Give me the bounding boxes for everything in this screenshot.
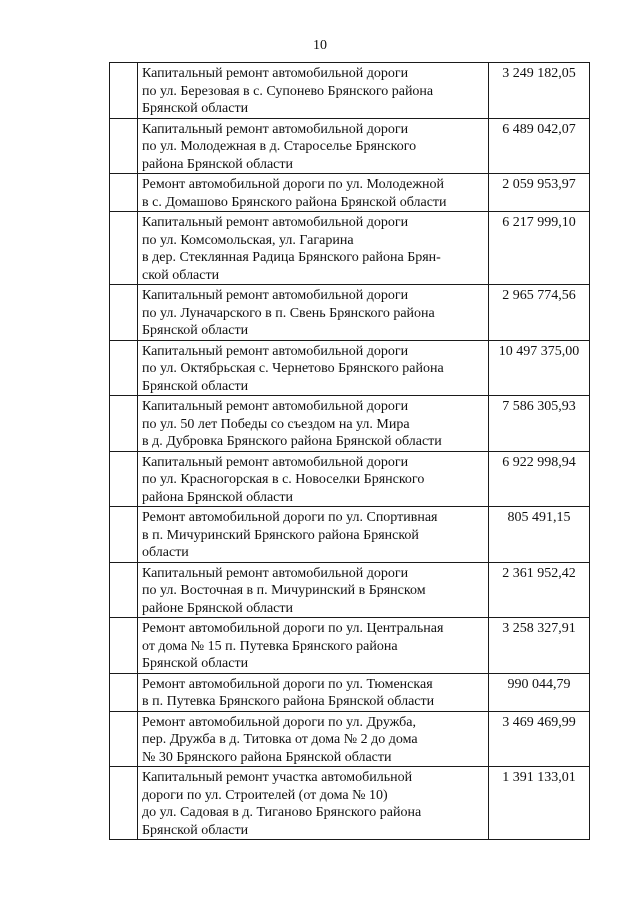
object-name-line: Брянской области [142,822,249,838]
object-name-line: Ремонт автомобильной дороги по ул. Дружба, [142,714,416,730]
object-name-line: района Брянской области [142,156,293,172]
amount-cell: 2 965 774,56 [489,285,590,341]
object-name-line: Брянской области [142,323,249,338]
amount-cell: 6 489 042,07 [489,118,590,174]
object-name-cell [138,340,489,396]
object-name-line: районе Брянской области [142,600,293,616]
row-number-cell [110,396,138,452]
object-name-cell [138,673,489,711]
object-name-line: по ул. Комсомольская, ул. Гагарина [142,232,354,248]
table-row [110,63,590,119]
row-number-cell [110,285,138,341]
object-name-line: Брянской области [142,378,249,394]
object-name-cell [138,118,489,174]
object-name-cell [138,212,489,285]
object-name-line: в д. Дубровка Брянского района Брянской области [142,434,442,449]
object-name-line: в дер. Стеклянная Радица Брянского района Брян- [142,250,441,265]
object-name-line: по ул. Октябрьская с. Чернетово Брянского района [142,361,444,376]
amount-cell: 3 469 469,99 [489,711,590,767]
row-number-cell [110,174,138,212]
row-number-cell [110,767,138,840]
amount-cell: 990 044,79 [489,673,590,711]
object-name-line: Капитальный ремонт автомобильной дороги [142,121,409,137]
table-row [110,507,590,563]
object-name-line: Капитальный ремонт автомобильной дороги [142,288,409,303]
object-name-cell [138,174,489,212]
object-name-line: области [142,545,189,560]
row-number-cell [110,212,138,285]
row-number-cell [110,673,138,711]
amount-cell: 1 391 133,01 [489,767,590,840]
object-name-line: Брянской области [142,101,249,116]
object-name-cell [138,63,489,119]
amount-cell: 3 258 327,91 [489,618,590,674]
object-name-line: по ул. Молодежная в д. Староселье Брянского [142,139,417,154]
row-number-cell [110,507,138,563]
object-name-line: района Брянской области [142,489,293,505]
amount-cell: 805 491,15 [489,507,590,563]
object-name-line: в п. Мичуринский Брянского района Брянской [142,527,419,543]
table-row [110,767,590,840]
amount-cell: 10 497 375,00 [489,340,590,396]
object-name-line: дороги по ул. Строителей (от дома № 10) [142,787,388,803]
object-name-line: Брянской области [142,656,249,671]
amount-cell: 6 217 999,10 [489,212,590,285]
object-name-line: в п. Путевка Брянского района Брянской области [142,694,435,709]
object-name-line: Ремонт автомобильной дороги по ул. Тюменская [142,676,433,692]
amount-cell: 7 586 305,93 [489,396,590,452]
object-name-line: ской области [142,267,220,283]
table-row [110,396,590,452]
table-row [110,212,590,285]
object-name-cell [138,711,489,767]
object-name-line: в с. Домашово Брянского района Брянской области [142,194,447,210]
table-row [110,451,590,507]
page-number: 10 [313,38,327,53]
object-name-line: по ул. Луначарского в п. Свень Брянского района [142,305,435,321]
object-name-line: Ремонт автомобильной дороги по ул. Центральная [142,621,444,636]
table-row [110,174,590,212]
object-name-line: Ремонт автомобильной дороги по ул. Молодежной [142,177,444,192]
object-name-cell [138,451,489,507]
object-name-cell [138,396,489,452]
table-row [110,711,590,767]
amount-cell: 3 249 182,05 [489,63,590,119]
table-row [110,673,590,711]
object-name-line: до ул. Садовая в д. Тиганово Брянского района [142,805,422,820]
amount-cell: 6 922 998,94 [489,451,590,507]
object-name-line: Капитальный ремонт автомобильной дороги [142,215,409,230]
row-number-cell [110,711,138,767]
object-name-cell [138,618,489,674]
object-name-line: Капитальный ремонт автомобильной дороги [142,454,409,470]
object-name-line: Капитальный ремонт автомобильной дороги [142,565,409,581]
object-name-line: Капитальный ремонт автомобильной дороги [142,343,409,359]
amount-cell: 2 361 952,42 [489,562,590,618]
object-name-line: по ул. 50 лет Победы со съездом на ул. Мира [142,416,410,432]
object-name-line: № 30 Брянского района Брянской области [142,749,392,765]
object-name-line: Капитальный ремонт автомобильной дороги [142,399,409,414]
row-number-cell [110,118,138,174]
object-name-cell [138,767,489,840]
table-row [110,118,590,174]
object-name-line: по ул. Восточная в п. Мичуринский в Брянском [142,583,426,598]
row-number-cell [110,562,138,618]
object-name-line: по ул. Красногорская в с. Новоселки Брянского [142,472,425,487]
table-row [110,285,590,341]
object-name-cell [138,507,489,563]
row-number-cell [110,63,138,119]
object-name-cell [138,562,489,618]
object-name-line: Капитальный ремонт участка автомобильной [142,770,413,785]
object-name-line: Капитальный ремонт автомобильной дороги [142,66,409,81]
object-name-line: пер. Дружба в д. Титовка от дома № 2 до дома [142,732,418,747]
object-name-line: Ремонт автомобильной дороги по ул. Спортивная [142,510,438,525]
table-row [110,618,590,674]
row-number-cell [110,451,138,507]
object-name-cell [138,285,489,341]
object-name-line: по ул. Березовая в с. Супонево Брянского района [142,83,434,99]
object-name-line: от дома № 15 п. Путевка Брянского района [142,638,398,654]
table-body [110,63,590,840]
amount-cell: 2 059 953,97 [489,174,590,212]
table-row [110,562,590,618]
row-number-cell [110,618,138,674]
table-row [110,340,590,396]
road-repair-table [109,62,590,840]
row-number-cell [110,340,138,396]
